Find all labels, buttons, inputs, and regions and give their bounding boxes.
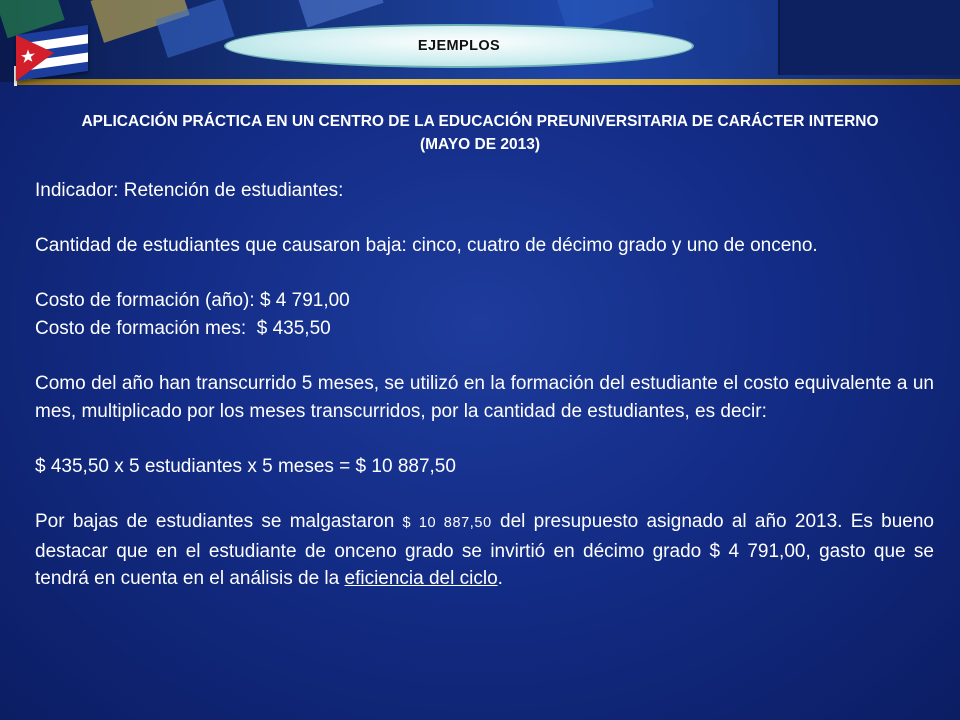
conclusion-part1: Por bajas de estudiantes se malgastaron [35, 511, 403, 533]
decorative-tile [296, 0, 383, 27]
header-gold-line [16, 79, 960, 85]
decorative-tile [684, 0, 766, 69]
header-right-panel [778, 0, 960, 75]
page-subtitle: APLICACIÓN PRÁCTICA EN UN CENTRO DE LA EDUCACIÓN PREUNIVERSITARIA DE CARÁCTER INTERNO (MAYO DE 2013) [81, 113, 879, 153]
dropouts-text: Cantidad de estudiantes que causaron baja: cinco, cuatro de décimo grado y uno de onceno. [35, 235, 818, 257]
conclusion-end: . [497, 568, 503, 590]
conclusion-amount: $ 10 887,50 [402, 515, 492, 532]
main-content [35, 177, 934, 593]
cost-month-text: Costo de formación mes: $ 435,50 [35, 317, 331, 339]
explanation-text: Como del año han transcurrido 5 meses, se utilizó en la formación del estudiante el costo equivalente a un mes, multiplicado por los meses transcurridos, por la cantidad de estudiantes, es decir: [35, 373, 934, 422]
cost-year-text: Costo de formación (año): $ 4 791,00 [35, 290, 350, 312]
formula-text: $ 435,50 x 5 estudiantes x 5 meses = $ 10 887,50 [35, 455, 456, 477]
eficiencia-link: eficiencia del ciclo [344, 568, 498, 590]
indicator-text: Indicador: Retención de estudiantes: [35, 180, 344, 201]
title-pill [224, 24, 694, 68]
page-title: EJEMPLOS [417, 38, 501, 54]
conclusion-text [35, 508, 934, 593]
conclusion-part2: del presupuesto asignado al año 2013. Es bueno destacar que en el estudiante de onceno grado se invirtió en décimo grado $ 4 791,00, gasto que se tendrá en cuenta en el análisis de la [35, 511, 934, 590]
